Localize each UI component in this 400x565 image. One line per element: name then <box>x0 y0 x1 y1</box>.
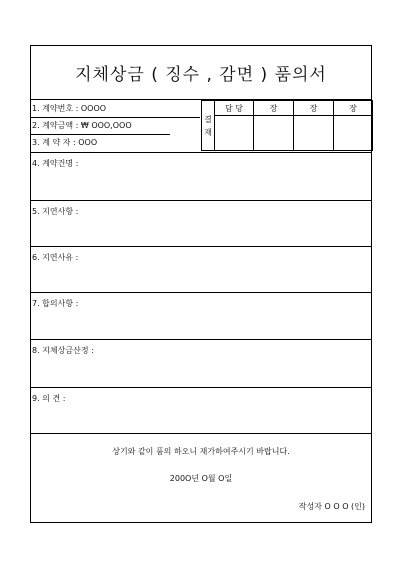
signature-box-chief-1[interactable] <box>254 116 294 151</box>
section-agreement <box>31 292 371 339</box>
signature-box-chief-3[interactable] <box>334 116 373 151</box>
writer-signature-line: 작성자 O O O (인) <box>298 502 365 511</box>
signature-box-chief-2[interactable] <box>294 116 334 151</box>
contract-info <box>31 100 201 152</box>
section-contract-name <box>31 152 371 200</box>
approval-signature-table <box>201 100 373 151</box>
contractor-field: 3. 계 약 자 : OOO <box>32 138 98 147</box>
section-label: 6. 지연사유 : <box>32 253 79 262</box>
section-delay-reason <box>31 246 371 292</box>
approval-header-chief-1: 장 <box>254 101 294 116</box>
approval-side-label <box>202 101 215 151</box>
approval-side-label-bottom: 재 <box>204 127 212 137</box>
section-label: 5. 지연사항 : <box>32 207 79 216</box>
section-label: 9. 의 견 : <box>32 394 66 403</box>
approval-header-manager: 담 당 <box>215 101 254 116</box>
contract-amount-field: 2. 계약금액 : ₩ OOO,OOO <box>31 117 170 135</box>
form-title: 지체상금 ( 징수 , 감면 ) 품의서 <box>31 46 371 100</box>
approval-header-chief-3: 장 <box>334 101 373 116</box>
approval-form <box>30 45 372 523</box>
approval-header-chief-2: 장 <box>294 101 334 116</box>
form-date: 200O년 O월 O일 <box>169 474 233 483</box>
section-label: 8. 지체상금산정 : <box>32 346 94 355</box>
section-penalty-calculation <box>31 339 371 387</box>
section-opinion <box>31 387 371 433</box>
section-label: 4. 계약건명 : <box>32 159 79 168</box>
closing-block <box>31 433 371 523</box>
signature-box-manager[interactable] <box>215 116 254 151</box>
section-label: 7. 합의사항 : <box>32 299 79 308</box>
contract-number-field: 1. 계약번호 : OOOO <box>31 100 200 118</box>
approval-request-statement: 상기와 같이 품의 하오니 재가하여주시기 바랍니다. <box>112 447 290 456</box>
approval-side-label-top: 결 <box>204 114 212 124</box>
section-delay-details <box>31 200 371 246</box>
